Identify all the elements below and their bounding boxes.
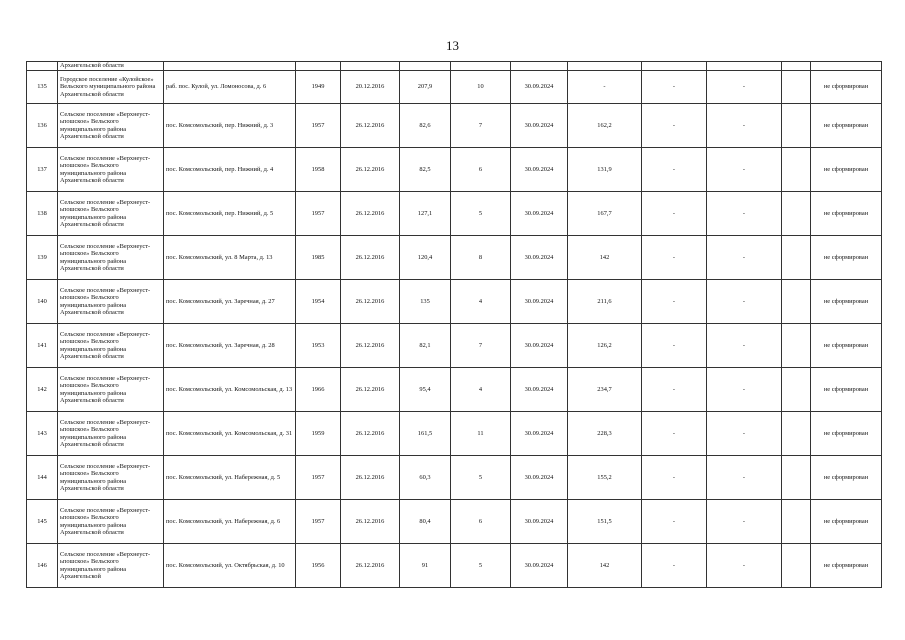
value-cell <box>782 544 811 588</box>
year-cell: 1958 <box>296 148 341 192</box>
deadline-cell: 30.09.2024 <box>511 236 568 280</box>
area-cell: 127,1 <box>400 192 451 236</box>
value-cell <box>782 192 811 236</box>
value-cell: - <box>642 324 707 368</box>
table-cell <box>642 62 707 71</box>
table-cell <box>451 62 511 71</box>
year-cell: 1957 <box>296 192 341 236</box>
value-cell: - <box>707 456 782 500</box>
value-cell: - <box>642 192 707 236</box>
address-cell: пос. Комсомольский, ул. Октябрьская, д. 10 <box>164 544 296 588</box>
page-number: 13 <box>446 38 459 53</box>
address-cell: пос. Комсомольский, ул. Заречная, д. 28 <box>164 324 296 368</box>
date-cell: 26.12.2016 <box>341 324 400 368</box>
deadline-cell: 30.09.2024 <box>511 280 568 324</box>
settlement-cell: Сельское поселение «Верхнеустьпошское» Вельского муниципального района Архангельской области <box>58 236 164 280</box>
residents-cell: 4 <box>451 280 511 324</box>
row-number: 141 <box>27 324 58 368</box>
value-cell: - <box>707 236 782 280</box>
settlement-cell: Сельское поселение «Верхнеустьпошское» Вельского муниципального района Архангельской области <box>58 368 164 412</box>
table-cell <box>511 62 568 71</box>
value-cell: 162,2 <box>568 104 642 148</box>
deadline-cell: 30.09.2024 <box>511 148 568 192</box>
housing-register-table <box>26 61 882 588</box>
value-cell: - <box>707 412 782 456</box>
status-cell: не сформирован <box>811 412 882 456</box>
settlement-cell: Сельское поселение «Верхнеустьпошское» Вельского муниципального района Архангельской области <box>58 456 164 500</box>
area-cell: 161,5 <box>400 412 451 456</box>
status-cell: не сформирован <box>811 500 882 544</box>
area-cell: 207,9 <box>400 71 451 104</box>
deadline-cell: 30.09.2024 <box>511 324 568 368</box>
date-cell: 26.12.2016 <box>341 456 400 500</box>
residents-cell: 7 <box>451 324 511 368</box>
year-cell: 1956 <box>296 544 341 588</box>
settlement-cell: Сельское поселение «Верхнеустьпошское» Вельского муниципального района Архангельской области <box>58 412 164 456</box>
year-cell: 1957 <box>296 500 341 544</box>
status-cell: не сформирован <box>811 544 882 588</box>
value-cell: 167,7 <box>568 192 642 236</box>
table-cell <box>341 62 400 71</box>
table-row <box>27 368 882 412</box>
table-row <box>27 236 882 280</box>
value-cell <box>782 324 811 368</box>
row-number: 143 <box>27 412 58 456</box>
residents-cell: 4 <box>451 368 511 412</box>
year-cell: 1957 <box>296 104 341 148</box>
value-cell: - <box>707 544 782 588</box>
date-cell: 26.12.2016 <box>341 280 400 324</box>
settlement-cell: Сельское поселение «Верхнеустьпошское» Вельского муниципального района Архангельской <box>58 544 164 588</box>
year-cell: 1953 <box>296 324 341 368</box>
row-number: 145 <box>27 500 58 544</box>
value-cell: - <box>707 148 782 192</box>
row-number: 142 <box>27 368 58 412</box>
row-number: 135 <box>27 71 58 104</box>
value-cell: - <box>568 71 642 104</box>
area-cell: 60,3 <box>400 456 451 500</box>
value-cell: 155,2 <box>568 456 642 500</box>
table-cell <box>400 62 451 71</box>
table-row <box>27 148 882 192</box>
status-cell: не сформирован <box>811 456 882 500</box>
table-cell <box>164 62 296 71</box>
table-row <box>27 71 882 104</box>
value-cell <box>782 236 811 280</box>
status-cell: не сформирован <box>811 104 882 148</box>
row-number: 140 <box>27 280 58 324</box>
settlement-cell: Сельское поселение «Верхнеустьпошское» Вельского муниципального района Архангельской области <box>58 500 164 544</box>
table-row <box>27 280 882 324</box>
value-cell: 151,5 <box>568 500 642 544</box>
status-cell: не сформирован <box>811 324 882 368</box>
status-cell: не сформирован <box>811 192 882 236</box>
row-number: 144 <box>27 456 58 500</box>
value-cell: - <box>642 148 707 192</box>
year-cell: 1985 <box>296 236 341 280</box>
table-row <box>27 456 882 500</box>
status-cell: не сформирован <box>811 148 882 192</box>
value-cell <box>782 280 811 324</box>
status-cell: не сформирован <box>811 236 882 280</box>
table-row <box>27 500 882 544</box>
residents-cell: 6 <box>451 148 511 192</box>
value-cell: - <box>642 412 707 456</box>
value-cell: 142 <box>568 544 642 588</box>
deadline-cell: 30.09.2024 <box>511 368 568 412</box>
value-cell: - <box>707 368 782 412</box>
date-cell: 26.12.2016 <box>341 104 400 148</box>
settlement-cell: Городское поселение «Кулойское» Вельского муниципального района Архангельской области <box>58 71 164 104</box>
status-cell: не сформирован <box>811 280 882 324</box>
continuation-text: Архангельской области <box>58 62 164 71</box>
date-cell: 26.12.2016 <box>341 148 400 192</box>
row-number: 136 <box>27 104 58 148</box>
continuation-row <box>27 62 882 71</box>
year-cell: 1954 <box>296 280 341 324</box>
table-row <box>27 192 882 236</box>
value-cell: - <box>707 104 782 148</box>
table-cell <box>782 62 811 71</box>
row-number: 139 <box>27 236 58 280</box>
address-cell: пос. Комсомольский, пер. Нижний, д. 5 <box>164 192 296 236</box>
value-cell <box>782 368 811 412</box>
table-cell <box>568 62 642 71</box>
settlement-cell: Сельское поселение «Верхнеустьпошское» Вельского муниципального района Архангельской области <box>58 192 164 236</box>
address-cell: пос. Комсомольский, ул. Набережная, д. 5 <box>164 456 296 500</box>
residents-cell: 11 <box>451 412 511 456</box>
value-cell: - <box>707 280 782 324</box>
value-cell: - <box>642 544 707 588</box>
area-cell: 120,4 <box>400 236 451 280</box>
address-cell: пос. Комсомольский, пер. Нижний, д. 4 <box>164 148 296 192</box>
settlement-cell: Сельское поселение «Верхнеустьпошское» Вельского муниципального района Архангельской области <box>58 280 164 324</box>
residents-cell: 6 <box>451 500 511 544</box>
value-cell: - <box>642 500 707 544</box>
value-cell: - <box>642 368 707 412</box>
year-cell: 1957 <box>296 456 341 500</box>
date-cell: 26.12.2016 <box>341 544 400 588</box>
deadline-cell: 30.09.2024 <box>511 71 568 104</box>
value-cell: - <box>707 500 782 544</box>
value-cell: - <box>642 104 707 148</box>
residents-cell: 5 <box>451 456 511 500</box>
value-cell: - <box>707 71 782 104</box>
table-cell <box>296 62 341 71</box>
table-cell <box>811 62 882 71</box>
value-cell: - <box>707 192 782 236</box>
value-cell <box>782 148 811 192</box>
date-cell: 26.12.2016 <box>341 500 400 544</box>
deadline-cell: 30.09.2024 <box>511 412 568 456</box>
row-number: 138 <box>27 192 58 236</box>
residents-cell: 10 <box>451 71 511 104</box>
table-cell <box>707 62 782 71</box>
date-cell: 26.12.2016 <box>341 412 400 456</box>
address-cell: пос. Комсомольский, ул. Комсомольская, д. 13 <box>164 368 296 412</box>
value-cell: - <box>707 324 782 368</box>
date-cell: 26.12.2016 <box>341 236 400 280</box>
value-cell: - <box>642 280 707 324</box>
table-cell <box>27 62 58 71</box>
area-cell: 82,1 <box>400 324 451 368</box>
settlement-cell: Сельское поселение «Верхнеустьпошское» Вельского муниципального района Архангельской области <box>58 324 164 368</box>
settlement-cell: Сельское поселение «Верхнеустьпошское» Вельского муниципального района Архангельской области <box>58 104 164 148</box>
address-cell: пос. Комсомольский, пер. Нижний, д. 3 <box>164 104 296 148</box>
address-cell: пос. Комсомольский, ул. Комсомольская, д. 31 <box>164 412 296 456</box>
value-cell: 142 <box>568 236 642 280</box>
value-cell: 131,9 <box>568 148 642 192</box>
address-cell: пос. Комсомольский, ул. 8 Марта, д. 13 <box>164 236 296 280</box>
value-cell: - <box>642 456 707 500</box>
value-cell: 228,3 <box>568 412 642 456</box>
area-cell: 82,5 <box>400 148 451 192</box>
row-number: 146 <box>27 544 58 588</box>
table-row <box>27 104 882 148</box>
value-cell: 234,7 <box>568 368 642 412</box>
status-cell: не сформирован <box>811 368 882 412</box>
value-cell <box>782 500 811 544</box>
residents-cell: 5 <box>451 544 511 588</box>
deadline-cell: 30.09.2024 <box>511 500 568 544</box>
settlement-cell: Сельское поселение «Верхнеустьпошское» Вельского муниципального района Архангельской области <box>58 148 164 192</box>
residents-cell: 8 <box>451 236 511 280</box>
area-cell: 80,4 <box>400 500 451 544</box>
year-cell: 1949 <box>296 71 341 104</box>
year-cell: 1959 <box>296 412 341 456</box>
table-row <box>27 544 882 588</box>
value-cell: - <box>642 236 707 280</box>
area-cell: 135 <box>400 280 451 324</box>
residents-cell: 7 <box>451 104 511 148</box>
deadline-cell: 30.09.2024 <box>511 456 568 500</box>
table-row <box>27 412 882 456</box>
value-cell <box>782 71 811 104</box>
status-cell: не сформирован <box>811 71 882 104</box>
value-cell <box>782 104 811 148</box>
area-cell: 91 <box>400 544 451 588</box>
residents-cell: 5 <box>451 192 511 236</box>
address-cell: пос. Комсомольский, ул. Набережная, д. 6 <box>164 500 296 544</box>
deadline-cell: 30.09.2024 <box>511 544 568 588</box>
address-cell: пос. Комсомольский, ул. Заречная, д. 27 <box>164 280 296 324</box>
address-cell: раб. пос. Кулой, ул. Ломоносова, д. 6 <box>164 71 296 104</box>
area-cell: 95,4 <box>400 368 451 412</box>
table-row <box>27 324 882 368</box>
year-cell: 1966 <box>296 368 341 412</box>
date-cell: 26.12.2016 <box>341 192 400 236</box>
area-cell: 82,6 <box>400 104 451 148</box>
value-cell <box>782 456 811 500</box>
row-number: 137 <box>27 148 58 192</box>
value-cell: - <box>642 71 707 104</box>
value-cell <box>782 412 811 456</box>
deadline-cell: 30.09.2024 <box>511 104 568 148</box>
date-cell: 20.12.2016 <box>341 71 400 104</box>
date-cell: 26.12.2016 <box>341 368 400 412</box>
deadline-cell: 30.09.2024 <box>511 192 568 236</box>
value-cell: 211,6 <box>568 280 642 324</box>
value-cell: 126,2 <box>568 324 642 368</box>
